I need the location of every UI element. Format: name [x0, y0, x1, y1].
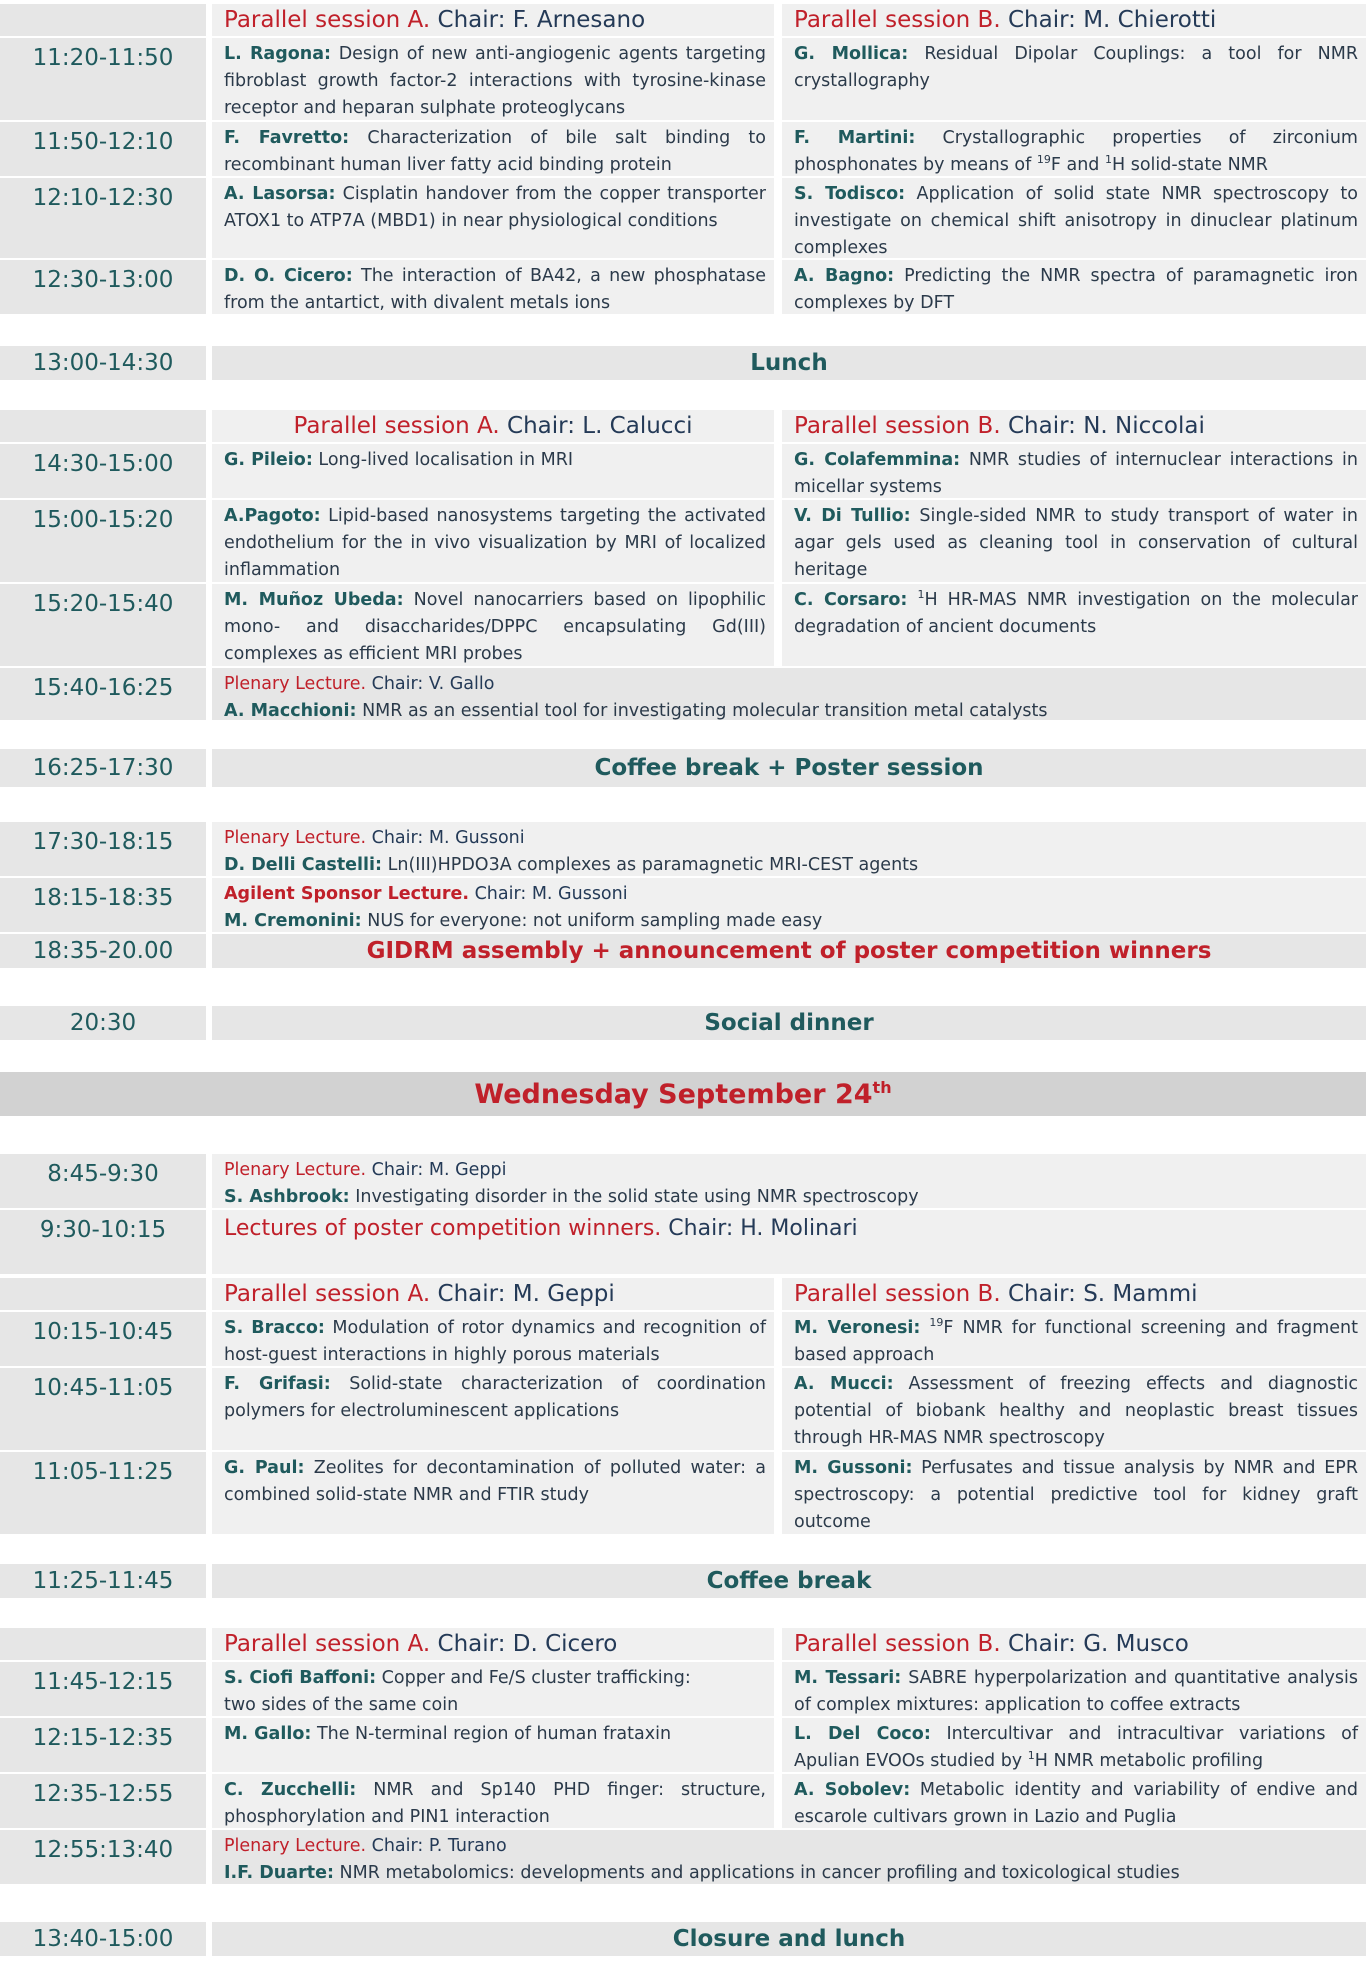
superscript: 19 — [929, 1316, 944, 1330]
header-time-cell — [0, 410, 206, 442]
coffee-band: Coffee break — [212, 1564, 1366, 1598]
talk-a — [212, 1368, 774, 1450]
time-slot: 13:00-14:30 — [0, 346, 206, 380]
talk-a — [212, 1452, 774, 1534]
superscript: 19 — [1036, 153, 1051, 167]
talk-b — [782, 1662, 1366, 1716]
speaker: A. Bagno: — [794, 266, 895, 286]
session-b-header — [782, 1628, 1366, 1660]
session-a-label: Parallel session A. — [293, 413, 500, 439]
lecture-chair: Chair: M. Geppi — [371, 1160, 507, 1180]
time-slot: 18:35-20.00 — [0, 934, 206, 968]
talk-title: Assessment of freezing effects and diagnostic potential of biobank healthy and neoplastic breast tissues through HR-MAS NMR spectroscopy — [794, 1374, 1358, 1448]
lecture-chair: Chair: M. Gussoni — [371, 828, 525, 848]
talk-title: Solid-state characterization of coordination polymers for electroluminescent applications — [224, 1374, 766, 1421]
lecture-chair: Chair: M. Gussoni — [474, 884, 628, 904]
talk-title: NUS for everyone: not uniform sampling made easy — [367, 911, 823, 931]
superscript: 1 — [1027, 1749, 1035, 1763]
session-a-header — [212, 1278, 774, 1310]
session-b-label: Parallel session B. — [794, 1631, 1001, 1657]
header-time-cell — [0, 1628, 206, 1660]
talk-b — [782, 38, 1366, 120]
speaker: G. Paul: — [224, 1458, 305, 1478]
lecture-kind: Agilent Sponsor Lecture. — [224, 884, 469, 904]
speaker: L. Del Coco: — [794, 1724, 931, 1744]
time-slot: 16:25-17:30 — [0, 749, 206, 787]
header-time-cell — [0, 1278, 206, 1310]
time-slot: 18:15-18:35 — [0, 878, 206, 932]
session-a-header — [212, 410, 774, 442]
speaker: A.Pagoto: — [224, 506, 321, 526]
speaker: A. Lasorsa: — [224, 184, 336, 204]
talk-title: Ln(III)HPDO3A complexes as paramagnetic MRI-CEST agents — [387, 855, 919, 875]
speaker: F. Favretto: — [224, 128, 350, 148]
talk-title: H HR-MAS NMR investigation on the molecular degradation of ancient documents — [794, 590, 1358, 637]
time-slot: 10:45-11:05 — [0, 1368, 206, 1450]
talk-title: Design of new anti-angiogenic agents targeting fibroblast growth factor-2 interactions with tyrosine-kinase receptor and heparan sulphate proteoglycans — [224, 44, 766, 118]
speaker: C. Corsaro: — [794, 590, 908, 610]
plenary-lecture — [212, 668, 1366, 720]
talk-b — [782, 178, 1366, 258]
speaker: D. Delli Castelli: — [224, 855, 383, 875]
time-slot: 11:50-12:10 — [0, 122, 206, 176]
talk-title: Zeolites for decontamination of polluted water: a combined solid-state NMR and FTIR study — [224, 1458, 766, 1505]
superscript: 1 — [917, 588, 925, 602]
talk-title: Investigating disorder in the solid state using NMR spectroscopy — [355, 1187, 919, 1207]
session-a-label: Parallel session A. — [224, 7, 431, 33]
talk-title-part: Crystallographic properties of zirconium phosphonates by means of — [794, 128, 1358, 175]
session-a-header — [212, 1628, 774, 1660]
speaker: M. Gussoni: — [794, 1458, 913, 1478]
time-slot: 11:05-11:25 — [0, 1452, 206, 1534]
talk-title: Modulation of rotor dynamics and recognition of host-guest interactions in highly porous materials — [224, 1318, 766, 1365]
talk-b — [782, 260, 1366, 314]
speaker: A. Mucci: — [794, 1374, 894, 1394]
talk-a — [212, 1662, 774, 1716]
session-b-label: Parallel session B. — [794, 413, 1001, 439]
time-slot: 13:40-15:00 — [0, 1922, 206, 1956]
speaker: G. Pileio: — [224, 450, 313, 470]
lecture-kind: Lectures of poster competition winners. — [224, 1216, 662, 1241]
talk-b — [782, 444, 1366, 498]
dinner-band: Social dinner — [212, 1006, 1366, 1040]
time-slot: 10:15-10:45 — [0, 1312, 206, 1366]
speaker: F. Grifasi: — [224, 1374, 331, 1394]
time-slot: 12:55:13:40 — [0, 1830, 206, 1884]
talk-title: F NMR for functional screening and fragment based approach — [794, 1318, 1358, 1365]
speaker: M. Gallo: — [224, 1724, 312, 1744]
speaker: A. Sobolev: — [794, 1780, 911, 1800]
speaker: S. Ashbrook: — [224, 1187, 350, 1207]
session-b-header — [782, 4, 1366, 36]
lecture-chair: Chair: V. Gallo — [371, 674, 495, 694]
session-b-chair: Chair: M. Chierotti — [1007, 7, 1217, 33]
speaker: F. Martini: — [794, 128, 916, 148]
talk-title-part: two sides of the same coin — [224, 1695, 459, 1715]
day-header — [0, 1072, 1366, 1116]
lecture-chair: Chair: H. Molinari — [668, 1216, 858, 1241]
superscript: 1 — [1104, 153, 1112, 167]
speaker: G. Mollica: — [794, 44, 909, 64]
time-slot: 12:10-12:30 — [0, 178, 206, 258]
session-b-label: Parallel session B. — [794, 1281, 1001, 1307]
time-slot: 15:20-15:40 — [0, 584, 206, 666]
talk-title: Application of solid state NMR spectroscopy to investigate on chemical shift anisotropy in dinuclear platinum complexes — [794, 184, 1358, 258]
talk-title: Long-lived localisation in MRI — [318, 450, 574, 470]
talk-a — [212, 1774, 774, 1828]
time-slot: 12:15-12:35 — [0, 1718, 206, 1772]
session-a-chair: Chair: F. Arnesano — [437, 7, 646, 33]
talk-b — [782, 584, 1366, 666]
talk-title: NMR as an essential tool for investigating molecular transition metal catalysts — [362, 701, 1048, 721]
time-slot: 8:45-9:30 — [0, 1154, 206, 1208]
talk-title-part: F and — [1050, 155, 1100, 175]
lunch-band: Lunch — [212, 346, 1366, 380]
plenary-lecture — [212, 1154, 1366, 1208]
talk-title: The N-terminal region of human frataxin — [316, 1724, 672, 1744]
session-a-chair: Chair: L. Calucci — [507, 413, 693, 439]
speaker: M. Cremonini: — [224, 911, 362, 931]
talk-title-part: H NMR metabolic profiling — [1034, 1751, 1264, 1771]
talk-title: Predicting the NMR spectra of paramagnetic iron complexes by DFT — [794, 266, 1358, 313]
talk-title: Single-sided NMR to study transport of water in agar gels used as cleaning tool in conservation of cultural heritage — [794, 506, 1358, 580]
winners-lectures — [212, 1210, 1366, 1274]
session-b-chair: Chair: N. Niccolai — [1007, 413, 1205, 439]
session-a-label: Parallel session A. — [224, 1631, 431, 1657]
speaker: M. Veronesi: — [794, 1318, 921, 1338]
assembly-band: GIDRM assembly + announcement of poster competition winners — [212, 934, 1366, 968]
coffee-band: Coffee break + Poster session — [212, 749, 1366, 787]
talk-title: Characterization of bile salt binding to recombinant human liver fatty acid binding protein — [224, 128, 766, 175]
time-slot: 15:00-15:20 — [0, 500, 206, 582]
talk-a — [212, 260, 774, 314]
talk-a — [212, 444, 774, 498]
session-b-header — [782, 1278, 1366, 1310]
sponsor-lecture — [212, 878, 1366, 932]
talk-title: The interaction of BA42, a new phosphatase from the antartict, with divalent metals ions — [224, 266, 766, 313]
talk-b — [782, 1368, 1366, 1450]
lecture-kind: Plenary Lecture. — [224, 1160, 367, 1180]
talk-title: NMR metabolomics: developments and applications in cancer profiling and toxicological studies — [339, 1863, 1180, 1883]
plenary-lecture — [212, 1830, 1366, 1884]
talk-title-part: Intercultivar and intracultivar variations of Apulian EVOOs studied by — [794, 1724, 1358, 1771]
talk-a — [212, 122, 774, 176]
talk-title: Lipid-based nanosystems targeting the activated endothelium for the in vivo visualization by MRI of localized inflammation — [224, 506, 766, 580]
session-a-header — [212, 4, 774, 36]
day-suffix: th — [872, 1078, 892, 1097]
day-label: Wednesday September 24 — [474, 1079, 873, 1110]
talk-b — [782, 1718, 1366, 1772]
speaker: C. Zucchelli: — [224, 1780, 357, 1800]
lecture-kind: Plenary Lecture. — [224, 1836, 367, 1856]
session-b-header — [782, 410, 1366, 442]
speaker: L. Ragona: — [224, 44, 332, 64]
speaker: M. Tessari: — [794, 1668, 902, 1688]
session-b-chair: Chair: S. Mammi — [1007, 1281, 1198, 1307]
talk-title-part: H solid-state NMR — [1111, 155, 1268, 175]
session-b-label: Parallel session B. — [794, 7, 1001, 33]
speaker: S. Bracco: — [224, 1318, 325, 1338]
talk-b — [782, 1452, 1366, 1534]
header-time-cell — [0, 4, 206, 36]
talk-b — [782, 1312, 1366, 1366]
talk-title: Perfusates and tissue analysis by NMR and EPR spectroscopy: a potential predictive tool for kidney graft outcome — [794, 1458, 1358, 1532]
speaker: S. Ciofi Baffoni: — [224, 1668, 377, 1688]
talk-title: NMR and Sp140 PHD finger: structure, phosphorylation and PIN1 interaction — [224, 1780, 766, 1827]
talk-a — [212, 178, 774, 258]
session-a-label: Parallel session A. — [224, 1281, 431, 1307]
talk-a — [212, 1312, 774, 1366]
talk-title: Novel nanocarriers based on lipophilic mono- and disaccharides/DPPC encapsulating Gd(III) complexes as efficient MRI probes — [224, 590, 766, 664]
speaker: V. Di Tullio: — [794, 506, 911, 526]
lecture-kind: Plenary Lecture. — [224, 828, 367, 848]
speaker: S. Todisco: — [794, 184, 906, 204]
time-slot: 20:30 — [0, 1006, 206, 1040]
talk-title: Residual Dipolar Couplings: a tool for NMR crystallography — [794, 44, 1358, 91]
closure-band: Closure and lunch — [212, 1922, 1366, 1956]
talk-b — [782, 500, 1366, 582]
talk-title: NMR studies of internuclear interactions in micellar systems — [794, 450, 1358, 497]
talk-a — [212, 584, 774, 666]
time-slot: 12:35-12:55 — [0, 1774, 206, 1828]
talk-a — [212, 38, 774, 120]
talk-b — [782, 122, 1366, 176]
talk-b — [782, 1774, 1366, 1828]
talk-title-part: Copper and Fe/S cluster trafficking: — [381, 1668, 691, 1688]
speaker: D. O. Cicero: — [224, 266, 353, 286]
talk-title: Metabolic identity and variability of endive and escarole cultivars grown in Lazio and Puglia — [794, 1780, 1358, 1827]
plenary-lecture — [212, 822, 1366, 876]
speaker: I.F. Duarte: — [224, 1863, 334, 1883]
session-a-chair: Chair: M. Geppi — [437, 1281, 615, 1307]
time-slot: 11:20-11:50 — [0, 38, 206, 120]
time-slot: 15:40-16:25 — [0, 668, 206, 720]
session-b-chair: Chair: G. Musco — [1007, 1631, 1189, 1657]
talk-a — [212, 500, 774, 582]
lecture-chair: Chair: P. Turano — [371, 1836, 507, 1856]
talk-title: Cisplatin handover from the copper transporter ATOX1 to ATP7A (MBD1) in near physiological conditions — [224, 184, 766, 231]
talk-a — [212, 1718, 774, 1772]
lecture-kind: Plenary Lecture. — [224, 674, 367, 694]
speaker: G. Colafemmina: — [794, 450, 961, 470]
time-slot: 11:25-11:45 — [0, 1564, 206, 1598]
time-slot: 14:30-15:00 — [0, 444, 206, 498]
session-a-chair: Chair: D. Cicero — [437, 1631, 618, 1657]
time-slot: 12:30-13:00 — [0, 260, 206, 314]
talk-title: SABRE hyperpolarization and quantitative analysis of complex mixtures: application to coffee extracts — [794, 1668, 1359, 1715]
speaker: M. Muñoz Ubeda: — [224, 590, 404, 610]
speaker: A. Macchioni: — [224, 701, 357, 721]
time-slot: 17:30-18:15 — [0, 822, 206, 876]
time-slot: 9:30-10:15 — [0, 1210, 206, 1274]
time-slot: 11:45-12:15 — [0, 1662, 206, 1716]
